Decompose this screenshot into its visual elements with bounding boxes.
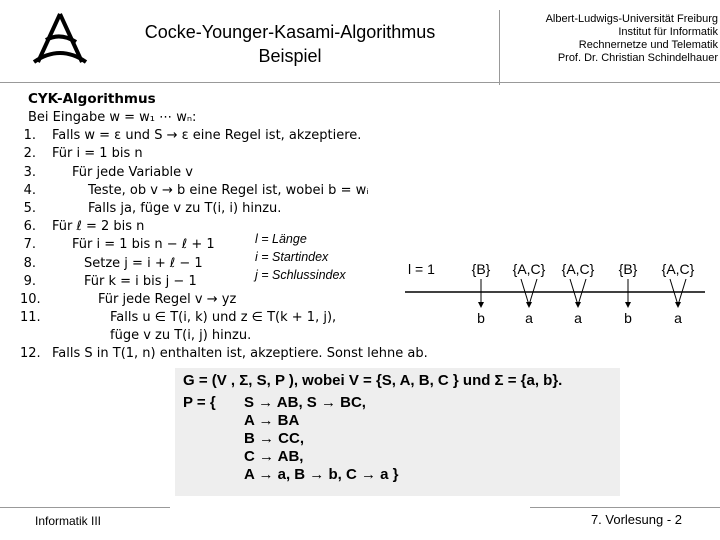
example-diagram: [405, 255, 705, 335]
line-number: 5.: [23, 200, 36, 216]
line-text: Für jede Variable v: [72, 164, 193, 180]
line-text: Für i = 1 bis n: [52, 146, 143, 162]
line-text: Falls u ∈ T(i, k) und z ∈ T(k + 1, j),: [110, 310, 337, 326]
arrow-head: [575, 302, 581, 308]
algorithm-heading: CYK-Algorithmus: [28, 91, 156, 107]
line-number: 4.: [23, 182, 36, 198]
line-text: Für jede Regel v → yz: [98, 291, 237, 307]
note-length: l = Länge: [255, 232, 307, 246]
arrow-head: [675, 302, 681, 308]
productions-label: P = {: [183, 394, 216, 411]
variable-notes: [255, 230, 346, 284]
algorithm-line: [20, 200, 450, 218]
footer-page: 7. Vorlesung - 2: [590, 512, 682, 527]
algorithm-line: [20, 255, 450, 273]
note-end-index: j = Schlussindex: [255, 268, 346, 282]
line-text: Für ℓ = 2 bis n: [52, 219, 145, 235]
line-text: Falls w = ε und S → ε eine Regel ist, akzeptiere.: [52, 128, 362, 144]
note-start-index: i = Startindex: [255, 250, 329, 264]
algorithm-line: [20, 309, 450, 327]
algorithm-line: [20, 273, 450, 291]
footer-rule-left: [0, 507, 170, 508]
line-number: 7.: [23, 237, 36, 253]
cell-set: {A,C}: [561, 261, 595, 277]
input-letter: a: [674, 310, 682, 326]
algorithm-line: [20, 236, 450, 254]
line-text: Für k = i bis j − 1: [84, 273, 197, 289]
line-number: 11.: [20, 310, 41, 326]
line-text: Teste, ob v → b eine Regel ist, wobei b = wᵢ: [88, 182, 369, 198]
algorithm-line: [20, 345, 450, 363]
row-label: l = 1: [408, 261, 435, 277]
line-number: 12.: [20, 346, 41, 362]
institution-line: Institut für Informatik: [618, 26, 718, 38]
production-rule: B → CC,: [244, 430, 304, 447]
algorithm-line: [20, 145, 450, 163]
footer-rule-right: [530, 507, 720, 508]
algorithm-intro: [20, 109, 450, 127]
title-line-1: Cocke-Younger-Kasami-Algorithmus: [144, 22, 436, 42]
header-divider: [499, 10, 500, 85]
institution-line: Rechnernetze und Telematik: [578, 39, 718, 51]
title-line-2: Beispiel: [258, 46, 322, 66]
line-number: 10.: [20, 291, 41, 307]
line-text: Für i = 1 bis n − ℓ + 1: [72, 237, 215, 253]
cell-set: {B}: [618, 261, 638, 277]
grammar-box: [175, 368, 620, 496]
grammar-definition: G = (V , Σ, S, P ), wobei V = {S, A, B, C } und Σ = {a, b}.: [183, 372, 563, 389]
algorithm-line: [20, 182, 450, 200]
line-number: 9.: [23, 273, 36, 289]
line-number: 6.: [23, 219, 36, 235]
algorithm-line: [20, 218, 450, 236]
university-logo: [30, 10, 90, 68]
input-letter: a: [574, 310, 582, 326]
algorithm-line: [20, 291, 450, 309]
slide-title: [100, 20, 480, 68]
institution-block: [505, 13, 718, 65]
input-letter: b: [624, 310, 632, 326]
line-number: 1.: [23, 128, 36, 144]
line-text: Setze j = i + ℓ − 1: [84, 255, 203, 271]
arrow-head: [625, 302, 631, 308]
line-number: 8.: [23, 255, 36, 271]
footer-course: Informatik III: [35, 514, 102, 528]
production-rule: C → AB,: [244, 448, 304, 465]
cell-set: {B}: [471, 261, 491, 277]
production-rule: S → AB, S → BC,: [244, 394, 366, 411]
intro-text: Bei Eingabe w = w₁ ⋯ wₙ:: [28, 110, 197, 125]
arrow-head: [478, 302, 484, 308]
cell-set: {A,C}: [512, 261, 546, 277]
institution-line: Prof. Dr. Christian Schindelhauer: [557, 52, 718, 64]
line-number: 2.: [23, 146, 36, 162]
cell-set: {A,C}: [661, 261, 695, 277]
production-rule: A → a, B → b, C → a }: [244, 466, 399, 483]
line-text: füge v zu T(i, j) hinzu.: [110, 328, 252, 344]
algorithm-line: [20, 164, 450, 182]
header-rule: [0, 82, 720, 83]
arrow-head: [526, 302, 532, 308]
line-number: 3.: [23, 164, 36, 180]
algorithm-box: [20, 90, 450, 364]
algorithm-line: [20, 127, 450, 145]
line-text: Falls S in T(1, n) enthalten ist, akzeptiere. Sonst lehne ab.: [52, 346, 428, 362]
algorithm-line: [20, 327, 450, 345]
institution-line: Albert-Ludwigs-Universität Freiburg: [545, 13, 718, 25]
line-text: Falls ja, füge v zu T(i, i) hinzu.: [88, 200, 282, 216]
input-letter: a: [525, 310, 533, 326]
production-rule: A → BA: [244, 412, 300, 429]
input-letter: b: [477, 310, 485, 326]
